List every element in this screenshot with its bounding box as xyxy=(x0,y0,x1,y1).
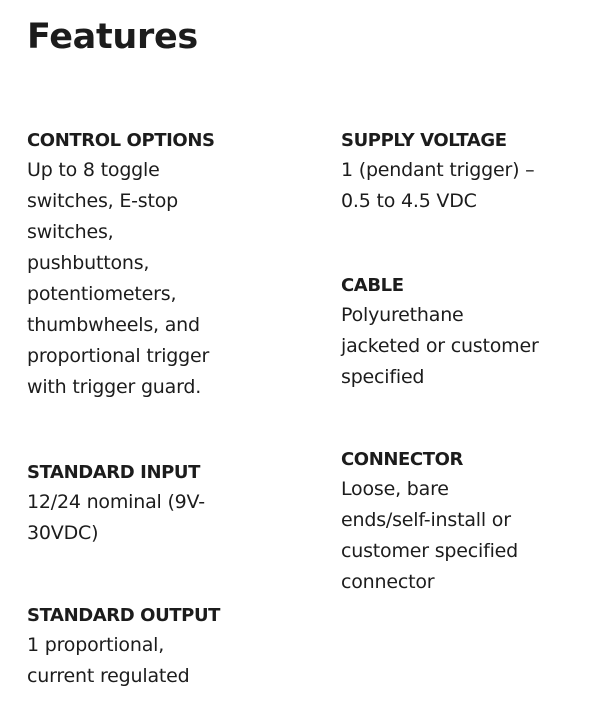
feature-heading: CONTROL OPTIONS xyxy=(27,130,215,151)
feature-control-options xyxy=(27,127,297,403)
feature-line: ends/self-install or xyxy=(341,509,511,531)
features-left-column xyxy=(27,127,297,692)
feature-line: specified xyxy=(341,366,425,388)
feature-line: Up to 8 toggle xyxy=(27,159,160,181)
feature-heading: STANDARD OUTPUT xyxy=(27,605,221,626)
feature-description xyxy=(341,155,591,217)
feature-standard-input xyxy=(27,459,297,549)
feature-line: proportional trigger xyxy=(27,345,210,367)
feature-line: jacketed or customer xyxy=(341,335,539,357)
feature-standard-output xyxy=(27,602,297,692)
feature-line: switches, E-stop xyxy=(27,190,179,212)
feature-line: potentiometers, xyxy=(27,283,177,305)
feature-heading: STANDARD INPUT xyxy=(27,462,201,483)
feature-line: customer specified xyxy=(341,540,519,562)
feature-description xyxy=(27,630,297,692)
page-title: Features xyxy=(27,17,198,57)
feature-description xyxy=(27,487,297,549)
feature-line: 0.5 to 4.5 VDC xyxy=(341,190,477,212)
feature-line: switches, xyxy=(27,221,114,243)
feature-line: pushbuttons, xyxy=(27,252,150,274)
feature-line: connector xyxy=(341,571,435,593)
feature-supply-voltage xyxy=(341,127,591,217)
feature-line: Polyurethane xyxy=(341,304,464,326)
feature-heading: CONNECTOR xyxy=(341,449,463,470)
feature-line: with trigger guard. xyxy=(27,376,202,398)
feature-heading: SUPPLY VOLTAGE xyxy=(341,130,507,151)
feature-line: 12/24 nominal (9V- xyxy=(27,491,205,513)
feature-line: 30VDC) xyxy=(27,522,99,544)
feature-line: thumbwheels, and xyxy=(27,314,200,336)
feature-connector xyxy=(341,446,591,598)
feature-description xyxy=(341,300,591,393)
feature-line: 1 (pendant trigger) – xyxy=(341,159,535,181)
feature-cable xyxy=(341,272,591,393)
feature-line: 1 proportional, xyxy=(27,634,165,656)
feature-description xyxy=(27,155,297,403)
feature-line: current regulated xyxy=(27,665,190,687)
feature-heading: CABLE xyxy=(341,275,404,296)
feature-description xyxy=(341,474,591,598)
features-right-column xyxy=(341,127,591,598)
feature-line: Loose, bare xyxy=(341,478,449,500)
